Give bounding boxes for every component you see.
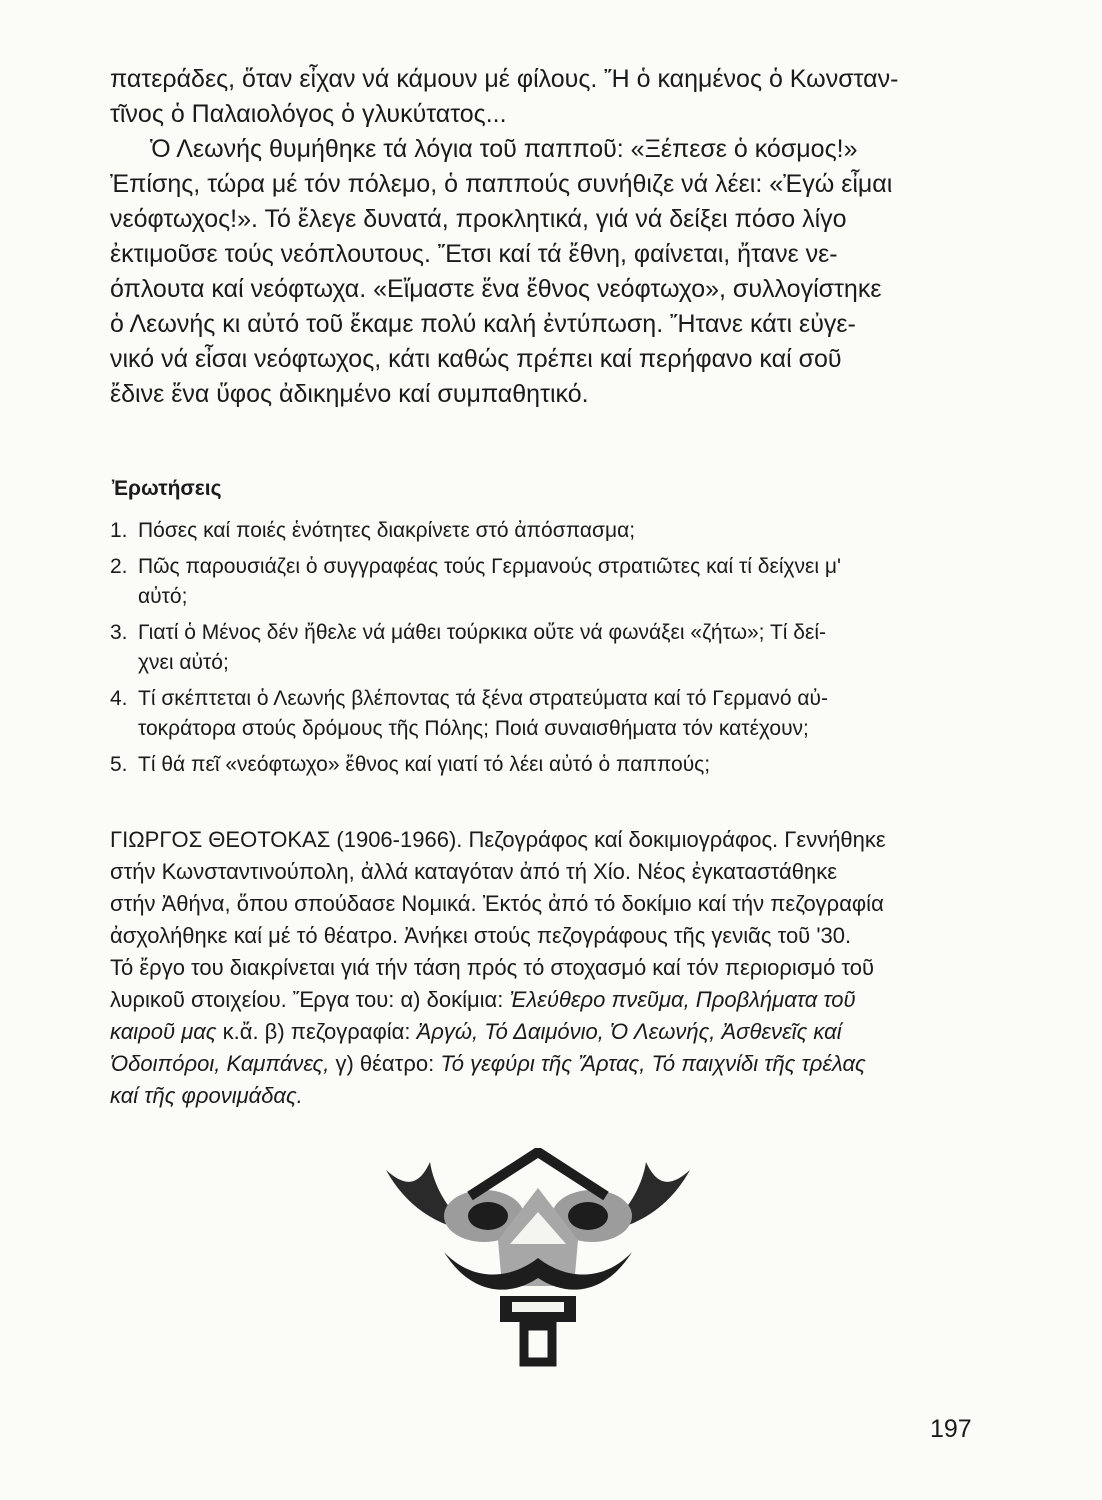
bio-line bbox=[110, 1080, 972, 1112]
bio-work-title: Ὁδοιπόροι, Καμπάνες, bbox=[110, 1051, 330, 1076]
bio-work-title: καί τῆς φρονιμάδας. bbox=[110, 1083, 303, 1108]
question-item bbox=[110, 750, 972, 780]
story-line: πατεράδες, ὅταν εἶχαν νά κάμουν μέ φίλους. Ἤ ὁ καημένος ὁ Κωνσταν- bbox=[110, 65, 899, 93]
bio-line bbox=[110, 1016, 972, 1048]
bio-text: κ.ἄ. β) πεζογραφία: bbox=[216, 1019, 417, 1044]
question-line: Πῶς παρουσιάζει ὁ συγγραφέας τούς Γερμανούς στρατιῶτες καί τί δείχνει μ' bbox=[138, 555, 842, 578]
story-line: όπλουτα καί νεόφτωχα. «Εἴμαστε ἕνα ἔθνος νεόφτωχο», συλλογίστηκε bbox=[110, 275, 882, 303]
story-line: τῖνος ὁ Παλαιολόγος ὁ γλυκύτατος... bbox=[110, 100, 507, 128]
bio-work-title: Τό γεφύρι τῆς Ἄρτας, Τό παιχνίδι τῆς τρέλας bbox=[440, 1051, 866, 1076]
question-number: 5. bbox=[110, 753, 128, 776]
story-line: Ὁ Λεωνής θυμήθηκε τά λόγια τοῦ παπποῦ: «Ξέπεσε ὁ κόσμος!» bbox=[150, 135, 858, 163]
bio-line: στήν Ἀθήνα, ὅπου σπούδασε Νομικά. Ἐκτός ἀπό τό δοκίμιο καί τήν πεζογραφία bbox=[110, 891, 884, 916]
bio-work-title: Ἀργώ, Τό Δαιμόνιο, Ὁ Λεωνής, Ἀσθενεῖς καί bbox=[416, 1019, 842, 1044]
question-line: Πόσες καί ποιές ἑνότητες διακρίνετε στό ἀπόσπασμα; bbox=[138, 519, 636, 542]
questions-heading: Ἐρωτήσεις bbox=[112, 477, 222, 500]
page-content bbox=[110, 62, 972, 1112]
question-line: Τί θά πεῖ «νεόφτωχο» ἔθνος καί γιατί τό λέει αὐτό ὁ παππούς; bbox=[138, 753, 711, 776]
bio-line: ἀσχολήθηκε καί μέ τό θέατρο. Ἀνήκει στούς πεζογράφους τῆς γενιᾶς τοῦ '30. bbox=[110, 923, 852, 948]
question-text bbox=[138, 618, 972, 678]
bio-line: Τό ἔργο του διακρίνεται γιά τήν τάση πρός τό στοχασμό καί τόν περιορισμό τοῦ bbox=[110, 955, 875, 980]
question-text bbox=[138, 750, 972, 780]
story-line: ἐκτιμοῦσε τούς νεόπλουτους. Ἔτσι καί τά ἔθνη, φαίνεται, ἤτανε νε- bbox=[110, 240, 838, 268]
bio-line bbox=[110, 1048, 972, 1080]
question-line: τοκράτορα στούς δρόμους τῆς Πόλης; Ποιά συναισθήματα τόν κατέχουν; bbox=[138, 717, 809, 740]
story-line: Ἐπίσης, τώρα μέ τόν πόλεμο, ὁ παππούς συνήθιζε νά λέει: «Ἐγώ εἶμαι bbox=[110, 170, 893, 198]
story-line: ἔδινε ἕνα ὕφος ἀδικημένο καί συμπαθητικό. bbox=[110, 380, 589, 408]
question-line: Γιατί ὁ Μένος δέν ἤθελε νά μάθει τούρκικα οὔτε νά φωνάξει «ζήτω»; Τί δεί- bbox=[138, 621, 827, 644]
author-biography bbox=[110, 824, 972, 1112]
story-line: νεόφτωχος!». Τό ἔλεγε δυνατά, προκλητικά, γιά νά δείξει πόσο λίγο bbox=[110, 205, 847, 233]
question-number: 3. bbox=[110, 621, 128, 644]
decorative-ornament-icon bbox=[378, 1148, 698, 1368]
question-number: 1. bbox=[110, 519, 128, 542]
question-item bbox=[110, 552, 972, 612]
story-line: ὁ Λεωνής κι αὐτό τοῦ ἔκαμε πολύ καλή ἐντύπωση. Ἤτανε κάτι εὐγε- bbox=[110, 310, 856, 338]
questions-list bbox=[110, 516, 972, 780]
question-text bbox=[138, 516, 972, 546]
question-line: αὐτό; bbox=[138, 585, 188, 608]
story-excerpt bbox=[110, 62, 972, 412]
bio-line: ΓΙΩΡΓΟΣ ΘΕΟΤΟΚΑΣ (1906-1966). Πεζογράφος καί δοκιμιογράφος. Γεννήθηκε bbox=[110, 827, 886, 852]
question-text bbox=[138, 552, 972, 612]
question-number: 4. bbox=[110, 687, 128, 710]
question-text bbox=[138, 684, 972, 744]
question-line: χνει αὐτό; bbox=[138, 651, 229, 674]
question-item bbox=[110, 516, 972, 546]
story-line: νικό νά εἶσαι νεόφτωχος, κάτι καθώς πρέπει καί περήφανο καί σοῦ bbox=[110, 345, 842, 373]
bio-text: γ) θέατρο: bbox=[329, 1051, 441, 1076]
bio-line: στήν Κωνσταντινούπολη, ἀλλά καταγόταν ἀπό τή Χίο. Νέος ἐγκαταστάθηκε bbox=[110, 859, 838, 884]
question-item bbox=[110, 618, 972, 678]
bio-line bbox=[110, 984, 972, 1016]
bio-work-title: Ἐλεύθερο πνεῦμα, Προβλήματα τοῦ bbox=[509, 987, 856, 1012]
bio-work-title: καιροῦ μας bbox=[110, 1019, 217, 1044]
question-line: Τί σκέπτεται ὁ Λεωνής βλέποντας τά ξένα στρατεύματα καί τό Γερμανό αὐ- bbox=[138, 687, 828, 710]
page-number: 197 bbox=[930, 1415, 972, 1443]
question-item bbox=[110, 684, 972, 744]
bio-text: λυρικοῦ στοιχείου. Ἔργα του: α) δοκίμια: bbox=[110, 987, 510, 1012]
question-number: 2. bbox=[110, 555, 128, 578]
